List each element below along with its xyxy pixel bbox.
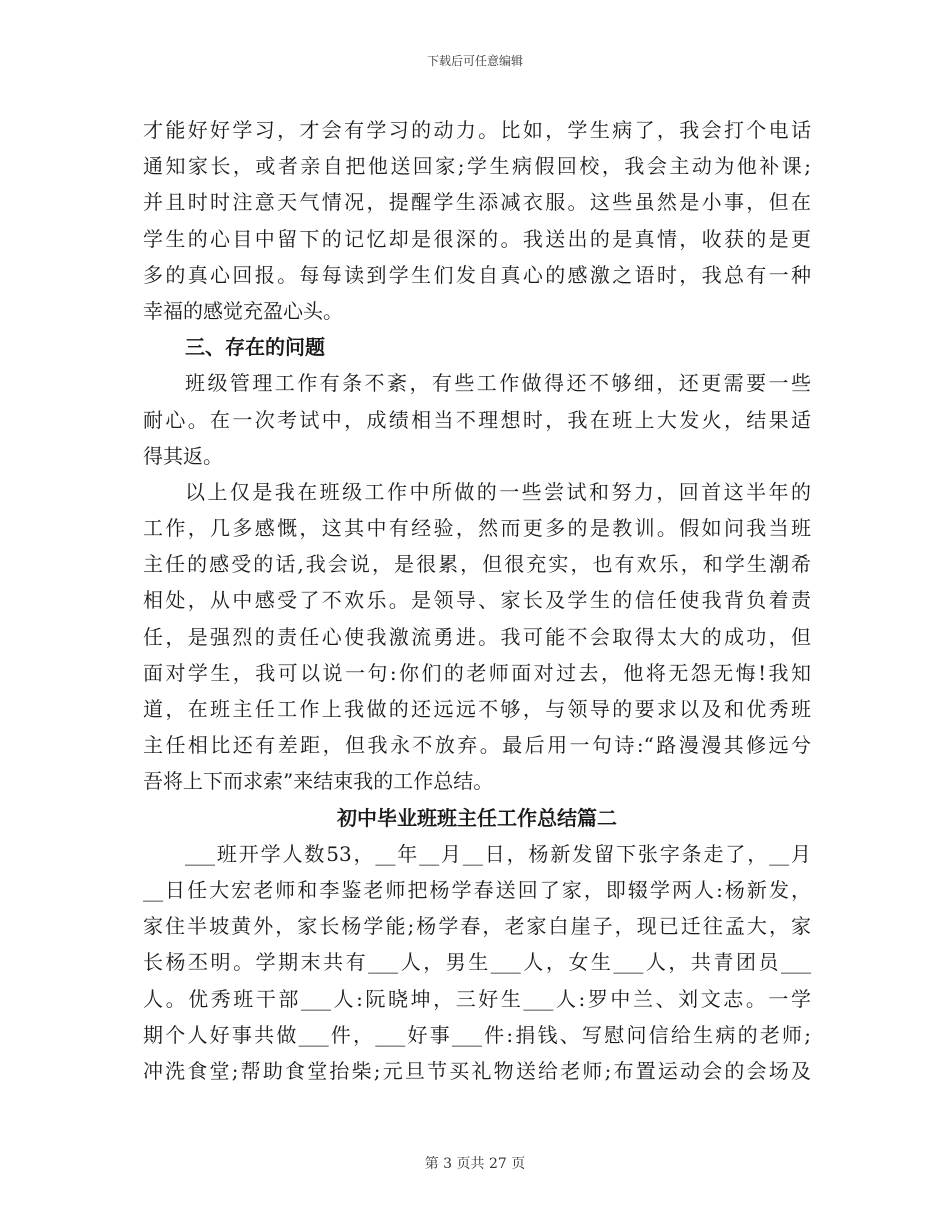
text-line: 工作，几多感慨，这其中有经验，然而更多的是教训。假如问我当班	[143, 516, 811, 541]
text-line: 耐心。在一次考试中，成绩相当不理想时，我在班上大发火，结果适	[143, 407, 811, 432]
page-header: 下载后可任意编辑	[426, 54, 523, 68]
page-footer: 第 3 页共 27 页	[424, 1156, 526, 1172]
text-line: 班级管理工作有条不紊，有些工作做得还不够细，还更需要一些	[185, 371, 811, 396]
text-line: 相处，从中感受了不欢乐。是领导、家长及学生的信任使我背负着责	[143, 588, 811, 613]
text-line: 多的真心回报。每每读到学生们发自真心的感激之语时，我总有一种	[143, 262, 811, 287]
text-line: 期个人好事共做___件，___好事___件:捐钱、写慰问信给生病的老师;	[143, 1022, 811, 1047]
text-line: 才能好好学习，才会有学习的动力。比如，学生病了，我会打个电话	[143, 118, 811, 142]
text-line: 学生的心目中留下的记忆却是很深的。我送出的是真情，收获的是更	[143, 226, 811, 251]
section-heading: 三、存在的问题	[185, 335, 325, 360]
text-line: 长杨丕明。学期末共有___人，男生___人，女生___人，共青团员___	[143, 950, 811, 975]
text-line: 得其返。	[143, 443, 223, 468]
text-line: 面对学生，我可以说一句:你们的老师面对过去，他将无怨无悔!我知	[143, 660, 811, 685]
article-title: 初中毕业班班主任工作总结篇二	[337, 805, 617, 830]
text-line: 任，是强烈的责任心使我激流勇进。我可能不会取得太大的成功，但	[143, 624, 811, 649]
text-line: __日任大宏老师和李鉴老师把杨学春送回了家，即辍学两人:杨新发，	[143, 877, 811, 902]
text-line: 以上仅是我在班级工作中所做的一些尝试和努力，回首这半年的	[185, 479, 811, 504]
text-line: 人。优秀班干部___人:阮晓坤，三好生___人:罗中兰、刘文志。一学	[143, 986, 811, 1011]
text-line: 主任的感受的话,我会说，是很累，但很充实，也有欢乐，和学生潮希	[143, 552, 811, 577]
text-line: 并且时时注意天气情况，提醒学生添减衣服。这些虽然是小事，但在	[143, 190, 811, 215]
text-line: 吾将上下而求索”来结束我的工作总结。	[143, 769, 494, 794]
text-line: 冲洗食堂;帮助食堂抬柴;元旦节买礼物送给老师;布置运动会的会场及	[143, 1058, 811, 1083]
document-body	[143, 112, 811, 1089]
text-line: 主任相比还有差距，但我永不放弃。最后用一句诗:“路漫漫其修远兮	[143, 733, 811, 758]
text-line: 道，在班主任工作上我做的还远远不够，与领导的要求以及和优秀班	[143, 697, 811, 721]
text-line: 家住半坡黄外，家长杨学能;杨学春，老家白崖子，现已迁往孟大，家	[143, 914, 811, 939]
text-line: 通知家长，或者亲自把他送回家;学生病假回校，我会主动为他补课;	[143, 154, 811, 179]
text-line: 幸福的感觉充盈心头。	[143, 298, 343, 323]
text-line: ___班开学人数53，__年__月__日，杨新发留下张字条走了，__月	[185, 841, 811, 866]
